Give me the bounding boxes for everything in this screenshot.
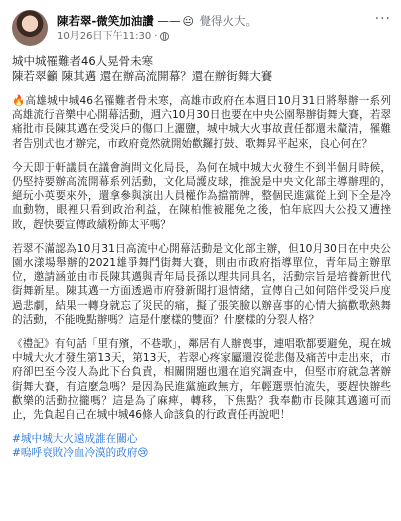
- paragraph-4: 《禮記》有句話「里有殯，不巷歌」，鄰居有人辦喪事，連唱歌都要避免，現在城中城大火才發生第13天，第13天，若翠心疼家屬還沒從悲傷及痛苦中走出來，市府卻巴至今沒人為此下台負責，相關開題也還在追究調查中，但堅市府就急著辦街舞大賽，有這麼急嗎？是因為民進黨施政無方，年輕選票怕流失，要趕快辦些歡樂的活動拉攏嗎？這是為了麻痺，轉移，下焦點？我奉勸市長陳其邁適可而止，先負起自己在城中城46條人命該負的行政責任再說吧！: [12, 338, 391, 422]
- post-meta: [57, 30, 257, 44]
- paragraph-1-text: 高雄城中城46名罹難者骨未寒，高雄市政府在本週日10月31日將舉辦一系列高雄流行音樂中心開幕活動，週六10月30日也要在中央公園舉辦街舞大賽，若翠痛批市長陳其邁在受災戶的傷口上灑鹽，城中城大火事故責任都還未釐清，罹難者告別式也才辦完，市政府竟然就開始歡鑼打鼓、歌舞昇平起來，良心何在？: [12, 95, 391, 150]
- post-header: [12, 8, 391, 48]
- post-title: [12, 54, 391, 84]
- paragraph-3: 若翠不滿認為10月31日高流中心開幕活動是文化部主辦，但10月30日在中央公園水漾場舉辦的2021雄爭舞鬥街舞大賽，則由市政府指導單位，青年局主辦單位，邀請涵並由市長陳其邁與青年局長孫以理共同具名，活動宗旨是培養新世代街舞新星。陳其邁一方面透過市府發新聞打退情緒，宣傳自己如何陪伴受災戶度過悲劇，結果一轉身就忘了災民的痛，擬了張笑臉以辦喜事的心情大搞歡歌熱舞的活動，不能晚點辦嗎？這是什麼樣的雙面？什麼樣的分裂人格？: [12, 242, 391, 326]
- meta-separator: ·: [154, 30, 158, 42]
- paragraph-1: [12, 94, 391, 151]
- feeling-emoji-icon: 😐: [182, 14, 194, 28]
- title-line-1: 城中城罹難者46人晃骨未寒: [12, 54, 154, 68]
- fire-emoji-icon: 🔥: [12, 95, 26, 107]
- post-body: [12, 54, 391, 461]
- post-timestamp[interactable]: 10月26日下午11:30: [57, 30, 152, 42]
- hashtag-link[interactable]: #嗚呼衰敗冷血冷漠的政府😢: [12, 447, 149, 460]
- author-name[interactable]: 陳若翠-微笑加油讚: [57, 13, 154, 28]
- more-options-icon[interactable]: ···: [374, 11, 391, 27]
- author-avatar[interactable]: [12, 10, 48, 46]
- title-line-2: 陳若翠籲 陳其邁 還在辦高流開幕？還在辦街舞大賽: [12, 69, 273, 83]
- feeling-text: 覺得火大。: [199, 13, 258, 28]
- globe-icon[interactable]: [160, 32, 169, 41]
- author-info: [57, 13, 257, 44]
- feeling-dots: ——: [157, 13, 181, 28]
- hashtag-link[interactable]: #城中城大火遠成誰在關心: [12, 433, 138, 446]
- paragraph-2: 今天即于軒議員在議會詢問文化局長，為何在城中城大火發生不到半個月時候，仍堅持要辦高流開幕系列活動，文化局護皮球，推說是中央文化部主導辦理的，絕玩小英要來外，還拿參與演出人員權作為擋箭牌，整個民進黨從上到下全是冷血動物，眼裡只看到政治利益，在陳柏惟被罷免之後，怕年底四大公投又遭挫敗，趕快要宣傳政績粉飾太平嗎？: [12, 161, 391, 231]
- author-line: [57, 13, 257, 30]
